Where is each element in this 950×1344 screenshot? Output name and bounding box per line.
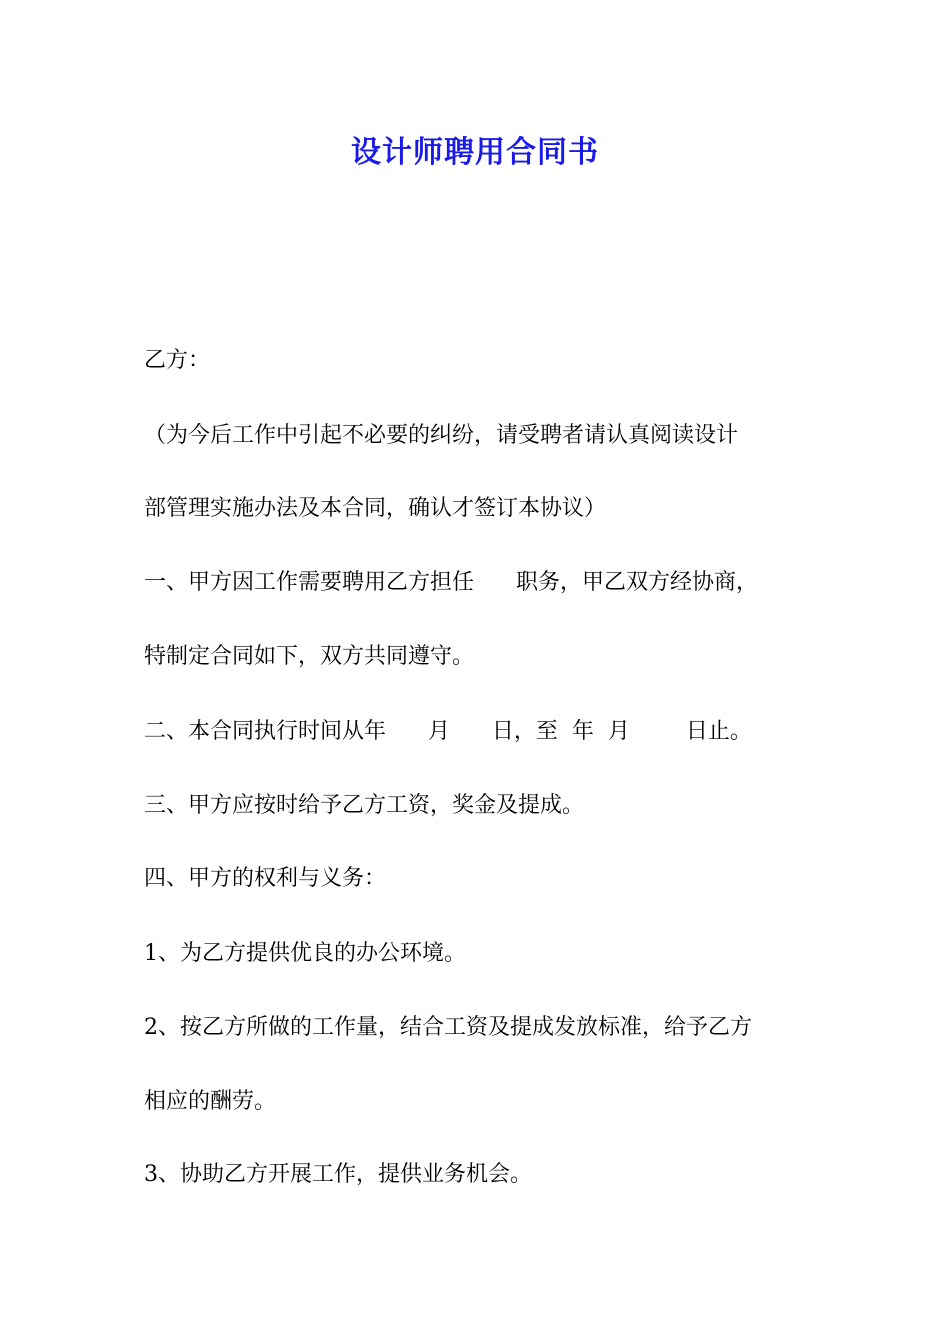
notice-line-1: （为今后工作中引起不必要的纠纷，请受聘者请认真阅读设计: [144, 423, 739, 448]
clause-1-line-2: 特制定合同如下，双方共同遵守。: [144, 644, 475, 669]
clause-1-line-1: 一、甲方因工作需要聘用乙方担任 职务，甲乙双方经协商，: [144, 570, 758, 595]
party-b-label: 乙方：: [144, 348, 211, 373]
clause-2: 二、本合同执行时间从年 月 日，至 年 月 日止。: [144, 719, 752, 744]
clause-4-heading: 四、甲方的权利与义务：: [144, 866, 387, 891]
document-title: 设计师聘用合同书: [351, 135, 599, 170]
clause-4-item-2-line-1: 2、按乙方所做的工作量，结合工资及提成发放标准，给予乙方: [144, 1015, 752, 1040]
clause-4-item-1: 1、为乙方提供优良的办公环境。: [144, 941, 466, 966]
clause-3: 三、甲方应按时给予乙方工资，奖金及提成。: [144, 793, 585, 818]
notice-line-2: 部管理实施办法及本合同，确认才签订本协议）: [144, 496, 607, 521]
clause-4-item-3: 3、协助乙方开展工作，提供业务机会。: [144, 1162, 532, 1187]
clause-4-item-2-line-2: 相应的酬劳。: [144, 1089, 277, 1114]
